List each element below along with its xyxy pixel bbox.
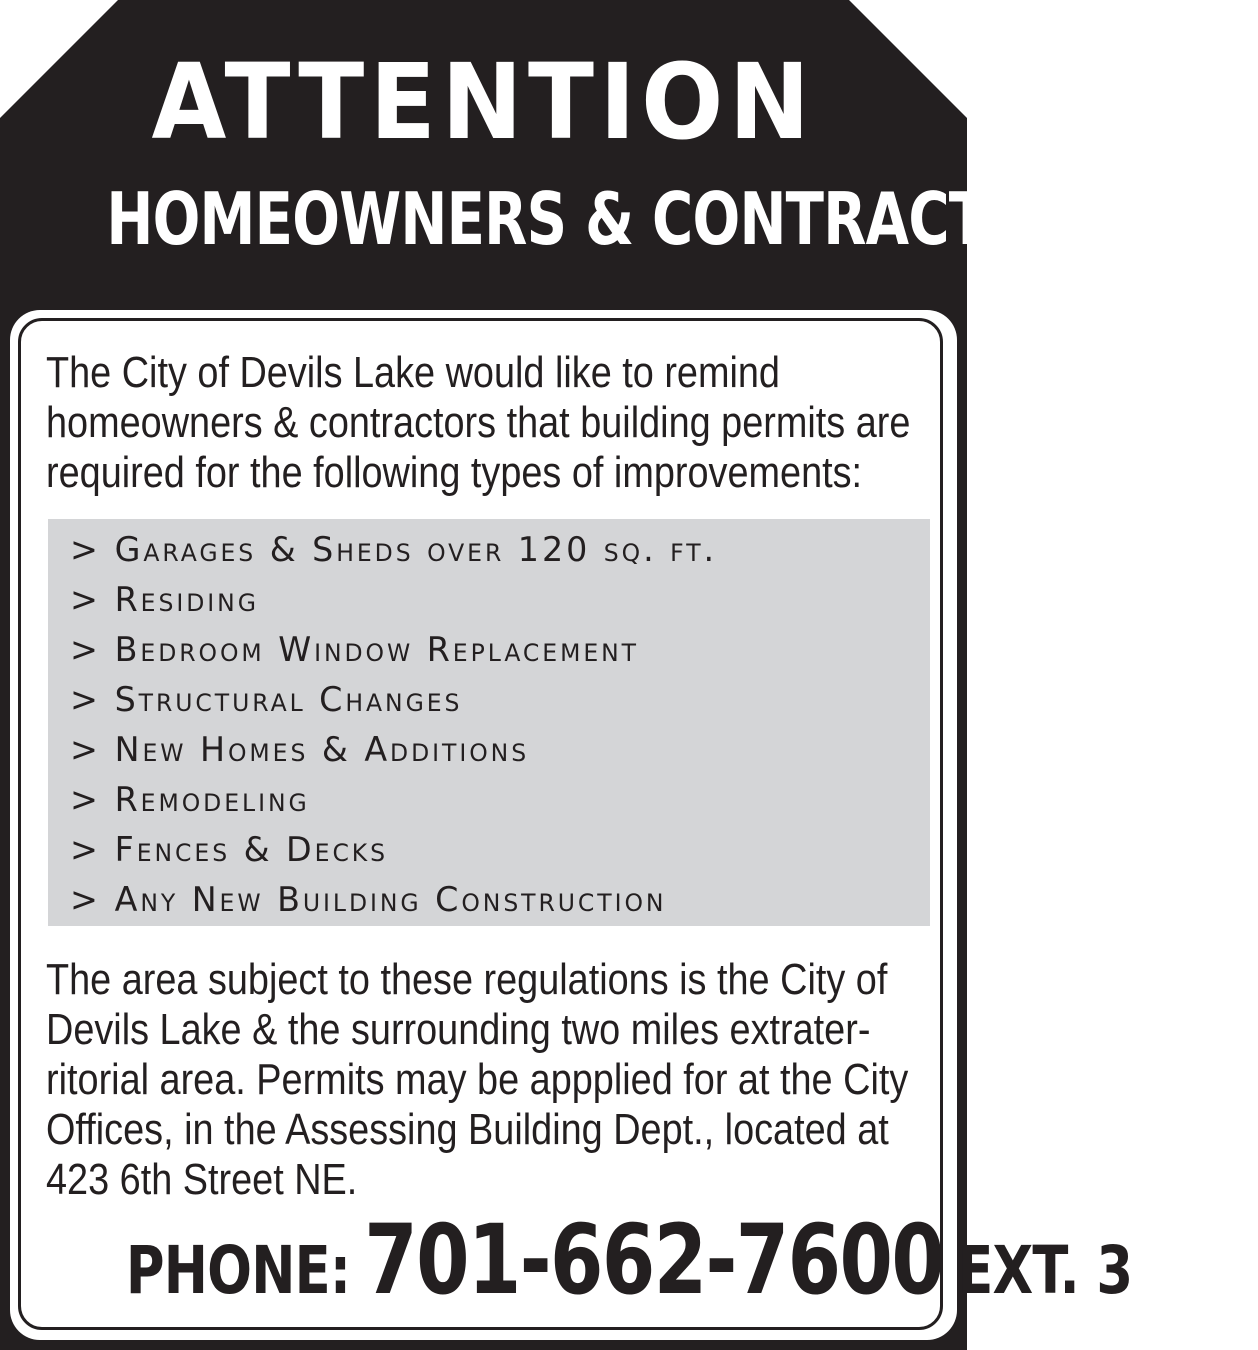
permit-list-item bbox=[70, 875, 666, 925]
headline-audience: HOMEOWNERS & CONTRACTORS: bbox=[106, 177, 1138, 261]
permit-item-label: Structural Changes bbox=[114, 680, 463, 720]
intro-line: required for the following types of improvements: bbox=[46, 448, 863, 497]
permit-list-item bbox=[70, 675, 462, 725]
list-arrow-icon: > bbox=[70, 630, 101, 670]
permit-item-label: Residing bbox=[114, 580, 259, 620]
permit-item-label: Garages & Sheds over 120 sq. ft. bbox=[114, 530, 718, 570]
permit-list-item bbox=[70, 625, 639, 675]
permit-item-label: Any New Building Construction bbox=[114, 880, 667, 920]
phone-label: PHONE: bbox=[125, 1232, 351, 1309]
list-arrow-icon: > bbox=[70, 730, 101, 770]
area-line: Devils Lake & the surrounding two miles extrater- bbox=[46, 1005, 871, 1054]
permit-list-item bbox=[70, 575, 259, 625]
area-line: 423 6th Street NE. bbox=[46, 1155, 358, 1204]
permit-list-item bbox=[70, 525, 717, 575]
area-line: Offices, in the Assessing Building Dept., located at bbox=[46, 1105, 889, 1154]
intro-paragraph bbox=[46, 348, 926, 498]
permit-item-label: Remodeling bbox=[114, 780, 310, 820]
area-line: ritorial area. Permits may be appplied for at the City bbox=[46, 1055, 909, 1104]
phone-number: 701-662-7600 bbox=[364, 1204, 944, 1316]
permit-list-item bbox=[70, 825, 388, 875]
area-line: The area subject to these regulations is the City of bbox=[46, 955, 888, 1004]
area-paragraph bbox=[46, 955, 926, 1205]
permit-item-label: New Homes & Additions bbox=[114, 730, 530, 770]
intro-line: The City of Devils Lake would like to remind bbox=[46, 348, 780, 397]
permit-list-item bbox=[70, 725, 529, 775]
list-arrow-icon: > bbox=[70, 580, 101, 620]
list-arrow-icon: > bbox=[70, 530, 101, 570]
permit-item-label: Fences & Decks bbox=[114, 830, 389, 870]
list-arrow-icon: > bbox=[70, 880, 101, 920]
headline-attention: ATTENTION bbox=[151, 41, 816, 163]
intro-line: homeowners & contractors that building permits are bbox=[46, 398, 911, 447]
phone-line bbox=[0, 1204, 1133, 1316]
permit-list-item bbox=[70, 775, 310, 825]
list-arrow-icon: > bbox=[70, 680, 101, 720]
phone-extension: EXT. 3 bbox=[957, 1232, 1133, 1309]
permit-item-label: Bedroom Window Replacement bbox=[114, 630, 639, 670]
list-arrow-icon: > bbox=[70, 780, 101, 820]
list-arrow-icon: > bbox=[70, 830, 101, 870]
